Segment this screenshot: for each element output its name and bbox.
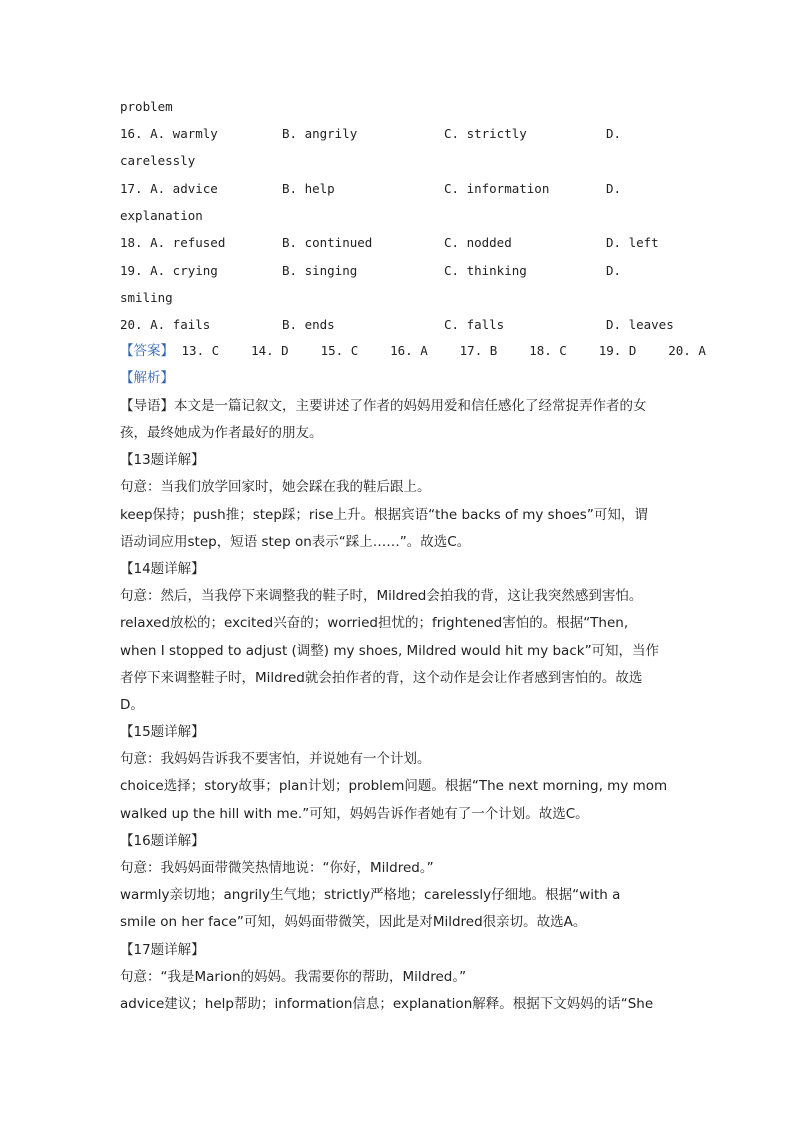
q13-explanation-1: keep保持；push推；step踩；rise上升。根据宾语“the backs of my shoes”可知，谓 (120, 507, 648, 523)
q20-option-c: C. falls (444, 317, 505, 332)
q13-header: 【13题详解】 (120, 452, 205, 468)
q14-explanation-1: relaxed放松的；excited兴奋的；worried担忧的；frightened害怕的。根据“Then, (120, 615, 629, 631)
answer-item: 15. C (320, 343, 359, 358)
q20-option-a: 20. A. fails (120, 317, 211, 332)
q17-option-a: 17. A. advice (120, 181, 218, 196)
q19-option-d: D. (606, 263, 622, 278)
q15-explanation-2: walked up the hill with me.”可知，妈妈告诉作者她有了一个计划。故选C。 (120, 806, 589, 822)
q14-header: 【14题详解】 (120, 561, 205, 577)
q18-option-c: C. nodded (444, 235, 512, 250)
q15-meaning: 句意：我妈妈告诉我不要害怕，并说她有一个计划。 (120, 751, 431, 767)
q18-option-a: 18. A. refused (120, 235, 226, 250)
q14-meaning: 句意：然后，当我停下来调整我的鞋子时，Mildred会拍我的背，这让我突然感到害怕。 (120, 588, 643, 604)
q16-option-d: D. (606, 126, 622, 141)
q14-explanation-4: D。 (120, 697, 144, 713)
answer-item: 17. B (459, 343, 498, 358)
q19-option-b: B. singing (282, 263, 358, 278)
q20-option-d: D. leaves (606, 317, 674, 332)
q17-header: 【17题详解】 (120, 942, 205, 958)
q16-meaning: 句意：我妈妈面带微笑热情地说：“你好，Mildred。” (120, 860, 434, 876)
answer-item: 14. D (251, 343, 289, 358)
analysis-label: 【解析】 (120, 370, 174, 386)
answer-item: 19. D (598, 343, 637, 358)
q18-option-b: B. continued (282, 235, 373, 250)
guide-line-1: 【导语】本文是一篇记叙文，主要讲述了作者的妈妈用爱和信任感化了经常捉弄作者的女 (120, 398, 647, 414)
q15-explanation-1: choice选择；story故事；plan计划；problem问题。根据“The next morning, my mom (120, 778, 668, 794)
q14-explanation-3: 者停下来调整鞋子时，Mildred就会拍作者的背，这个动作是会让作者感到害怕的。故选 (120, 670, 643, 686)
q17-option-b: B. help (282, 181, 335, 196)
q16-header: 【16题详解】 (120, 833, 205, 849)
q17-option-d: D. (606, 181, 622, 196)
q13-explanation-2: 语动词应用step，短语 step on表示“踩上……”。故选C。 (120, 534, 471, 550)
q16-option-d-text: carelessly (120, 153, 196, 168)
q16-option-c: C. strictly (444, 126, 527, 141)
q16-explanation-1: warmly亲切地；angrily生气地；strictly严格地；carelessly仔细地。根据“with a (120, 887, 621, 903)
q16-option-a: 16. A. warmly (120, 126, 218, 141)
q20-option-b: B. ends (282, 317, 335, 332)
q13-meaning: 句意：当我们放学回家时，她会踩在我的鞋后跟上。 (120, 479, 431, 495)
q18-option-d: D. left (606, 235, 659, 250)
q17-explanation-1: advice建议；help帮助；information信息；explanation解释。根据下文妈妈的话“She (120, 996, 654, 1012)
q17-meaning: 句意：“我是Marion的妈妈。我需要你的帮助，Mildred。” (120, 969, 467, 985)
guide-line-2: 孩，最终她成为作者最好的朋友。 (120, 425, 323, 441)
q19-option-a: 19. A. crying (120, 263, 218, 278)
answer-item: 20. A (668, 343, 706, 358)
q19-option-d-text: smiling (120, 290, 173, 305)
q15-option-tail: problem (120, 99, 173, 114)
q14-explanation-2: when I stopped to adjust (调整) my shoes, Mildred would hit my back”可知，当作 (120, 643, 660, 659)
q19-option-c: C. thinking (444, 263, 527, 278)
q17-option-d-text: explanation (120, 208, 203, 223)
q16-option-b: B. angrily (282, 126, 358, 141)
answer-item: 13. C (181, 343, 220, 358)
q15-header: 【15题详解】 (120, 724, 205, 740)
answer-item: 18. C (529, 343, 567, 358)
answer-line (120, 342, 706, 360)
answer-item: 16. A (390, 343, 428, 358)
q16-explanation-2: smile on her face”可知，妈妈面带微笑，因此是对Mildred很亲切。故选A。 (120, 914, 587, 930)
answer-label: 【答案】 (120, 343, 174, 359)
q17-option-c: C. information (444, 181, 550, 196)
